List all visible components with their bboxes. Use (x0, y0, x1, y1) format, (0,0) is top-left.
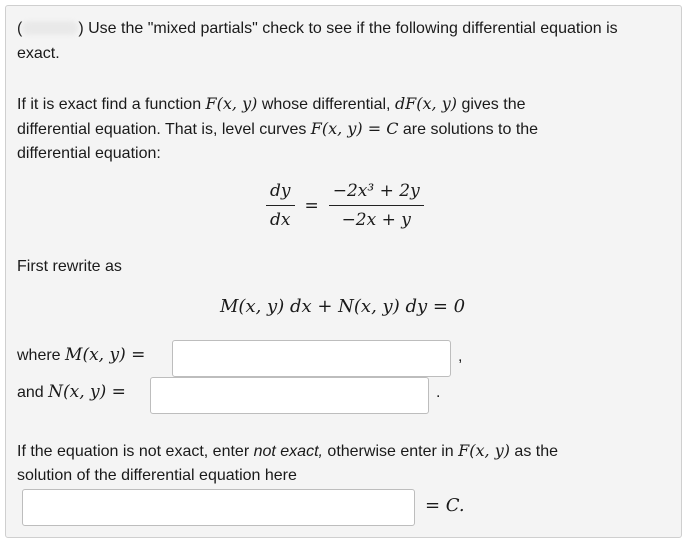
M-comma: , (458, 348, 463, 365)
rhs-fraction (329, 180, 424, 231)
intro-rest: ) Use the "mixed partials" check to see if the following differential equation is (78, 20, 618, 37)
ode-display (266, 180, 424, 231)
rhs-denominator: −2x + y (341, 210, 411, 230)
redacted-points (22, 21, 78, 35)
exact-instructions-line2 (17, 116, 538, 142)
N-xy-math: N(x, y) = (48, 382, 126, 402)
F-solution-input[interactable] (22, 489, 415, 526)
final-instructions-line2: solution of the differential equation here (17, 467, 297, 484)
and-text: and (17, 384, 49, 401)
ode-equals: = (304, 195, 319, 216)
intro-line2: exact. (17, 45, 60, 62)
M-input[interactable] (172, 340, 451, 377)
intro-paren-open: ( (17, 20, 23, 37)
instr-text: are solutions to the (398, 121, 539, 138)
equals-C: = C. (425, 495, 465, 516)
where-text: where (17, 347, 66, 364)
N-input[interactable] (150, 377, 429, 414)
dF-xy-math: dF(x, y) (394, 94, 457, 113)
dy-dx-fraction (266, 180, 295, 231)
standard-form-equation: M(x, y) dx + N(x, y) dy = 0 (220, 296, 466, 317)
exact-instructions-line3: differential equation: (17, 145, 161, 162)
dy-numerator: dy (266, 180, 295, 206)
instr-text: gives the (457, 96, 526, 113)
rhs-numerator: −2x³ + 2y (329, 180, 424, 206)
level-curve-math: F(x, y) = C (310, 119, 399, 138)
final-text: otherwise enter in (322, 443, 459, 460)
N-label-row (17, 382, 126, 402)
F-xy-math: F(x, y) (458, 441, 510, 460)
not-exact-text: not exact, (253, 443, 323, 460)
M-xy-math: M(x, y) = (65, 345, 146, 365)
final-instructions-line1 (17, 438, 558, 464)
dx-denominator: dx (270, 210, 291, 230)
instr-text: differential equation. That is, level curves (17, 121, 311, 138)
final-text: as the (509, 443, 559, 460)
final-text: If the equation is not exact, enter (17, 443, 254, 460)
instr-text: If it is exact find a function (17, 96, 206, 113)
exact-instructions-line1 (17, 91, 525, 117)
F-xy-math: F(x, y) (205, 94, 258, 113)
intro-text (17, 16, 677, 41)
N-period: . (436, 384, 441, 401)
instr-text: whose differential, (257, 96, 395, 113)
M-label-row (17, 345, 145, 365)
rewrite-label: First rewrite as (17, 258, 122, 275)
